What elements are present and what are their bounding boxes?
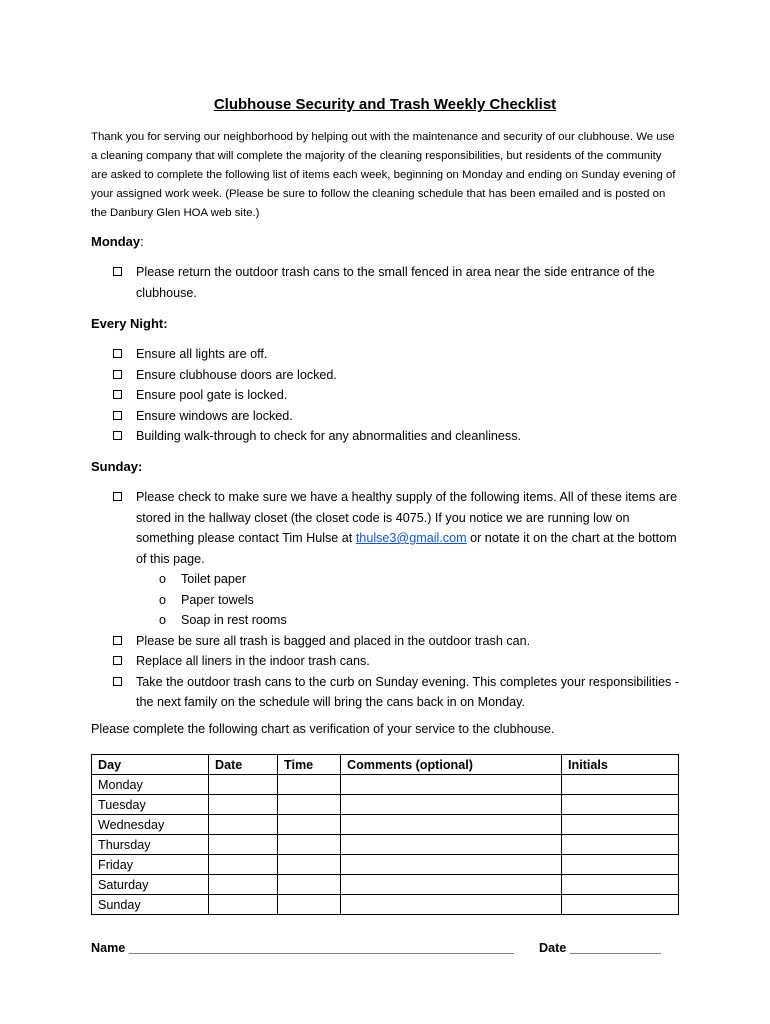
initials-cell[interactable] [562, 815, 679, 835]
intro-paragraph: Thank you for serving our neighborhood by helping out with the maintenance and security of our clubhouse. We use a cleaning company that will complete the majority of the cleaning responsibilities, but residents of the community are asked to complete the following list of items each week, beginning on Monday and ending on Sunday evening of your assigned work week. (Please be sure to follow the cleaning schedule that has been emailed and is posted on the Danbury Glen HOA web site.) [91, 131, 676, 219]
every-night-heading: Every Night: [91, 316, 168, 331]
initials-cell[interactable] [562, 895, 679, 915]
supply-subitem-text: Paper towels [181, 592, 254, 607]
time-cell[interactable] [278, 835, 341, 855]
comments-cell[interactable] [341, 835, 562, 855]
every-night-item-text: Ensure windows are locked. [136, 408, 293, 423]
every-night-item [113, 426, 688, 447]
day-cell: Wednesday [92, 815, 209, 835]
initials-cell[interactable] [562, 835, 679, 855]
checkbox-icon[interactable] [113, 636, 122, 645]
checkbox-icon[interactable] [113, 656, 122, 665]
initials-cell[interactable] [562, 855, 679, 875]
day-cell: Saturday [92, 875, 209, 895]
table-row [92, 855, 679, 875]
time-cell[interactable] [278, 875, 341, 895]
verification-instruction: Please complete the following chart as verification of your service to the clubhouse. [91, 722, 555, 736]
date-cell[interactable] [209, 775, 278, 795]
date-cell[interactable] [209, 795, 278, 815]
checkbox-icon[interactable] [113, 492, 122, 501]
header-day: Day [92, 755, 209, 775]
monday-heading-label: Monday [91, 234, 141, 249]
supply-subitem-text: Toilet paper [181, 572, 247, 586]
table-row [92, 815, 679, 835]
every-night-item [113, 365, 688, 386]
date-cell[interactable] [209, 855, 278, 875]
time-cell[interactable] [278, 775, 341, 795]
day-cell: Tuesday [92, 795, 209, 815]
sunday-item [113, 672, 688, 713]
supply-text-after: or notate it on the chart at the bottom of this page. [136, 531, 677, 566]
sunday-item-text: Take the outdoor trash cans to the curb on Sunday evening. This completes your responsibilities - the next family on the schedule will bring the cans back in on Monday. [136, 674, 680, 709]
date-field[interactable] [539, 941, 661, 955]
sunday-heading: Sunday: [91, 459, 143, 474]
sunday-item [113, 631, 688, 652]
initials-cell[interactable] [562, 775, 679, 795]
checkbox-icon[interactable] [113, 431, 122, 440]
comments-cell[interactable] [341, 855, 562, 875]
name-field[interactable] [91, 941, 514, 955]
monday-item [113, 262, 688, 303]
date-cell[interactable] [209, 895, 278, 915]
time-cell[interactable] [278, 855, 341, 875]
time-cell[interactable] [278, 895, 341, 915]
date-line: _____________ [569, 941, 661, 955]
comments-cell[interactable] [341, 795, 562, 815]
time-cell[interactable] [278, 795, 341, 815]
monday-item-text: Please return the outdoor trash cans to the small fenced in area near the side entrance of the clubhouse. [136, 265, 655, 300]
bullet-icon: o [159, 592, 167, 607]
time-cell[interactable] [278, 815, 341, 835]
checkbox-icon[interactable] [113, 411, 122, 420]
every-night-item-text: Ensure clubhouse doors are locked. [136, 367, 337, 382]
every-night-item-text: Ensure pool gate is locked. [136, 388, 288, 402]
checkbox-icon[interactable] [113, 267, 122, 276]
checkbox-icon[interactable] [113, 390, 122, 399]
every-night-items [113, 344, 688, 447]
sunday-item-text: Replace all liners in the indoor trash cans. [136, 654, 370, 668]
header-date: Date [209, 755, 278, 775]
bullet-icon: o [159, 572, 167, 586]
initials-cell[interactable] [562, 795, 679, 815]
day-cell: Monday [92, 775, 209, 795]
day-cell: Friday [92, 855, 209, 875]
monday-items [113, 262, 688, 303]
name-line: _______________________________________________________ [128, 941, 515, 955]
day-cell: Thursday [92, 835, 209, 855]
date-label: Date [539, 941, 570, 955]
comments-cell[interactable] [341, 875, 562, 895]
checkbox-icon[interactable] [113, 677, 122, 686]
table-row [92, 795, 679, 815]
supply-text-before: Please check to make sure we have a healthy supply of the following items. All of these items are stored in the hallway closet (the closet code is 4075.) If you notice we are running low on something please contact Tim Hulse at [136, 490, 678, 545]
sunday-items [113, 487, 688, 713]
table-header-row [92, 755, 679, 775]
table-row [92, 875, 679, 895]
header-time: Time [278, 755, 341, 775]
supply-subitem [113, 590, 688, 611]
every-night-item [113, 385, 688, 406]
date-cell[interactable] [209, 835, 278, 855]
checkbox-icon[interactable] [113, 370, 122, 379]
every-night-item-text: Building walk-through to check for any abnormalities and cleanliness. [136, 429, 522, 443]
comments-cell[interactable] [341, 815, 562, 835]
email-link[interactable]: thulse3@gmail.com [355, 531, 467, 545]
table-row [92, 895, 679, 915]
every-night-item-text: Ensure all lights are off. [136, 347, 268, 361]
checkbox-icon[interactable] [113, 349, 122, 358]
header-initials: Initials [562, 755, 679, 775]
supply-subitem [113, 569, 688, 590]
sunday-item-text: Please be sure all trash is bagged and placed in the outdoor trash can. [136, 633, 531, 648]
every-night-item [113, 406, 688, 427]
date-cell[interactable] [209, 815, 278, 835]
monday-heading-colon: : [140, 234, 144, 249]
monday-heading [91, 234, 144, 249]
name-label: Name [91, 941, 129, 955]
day-cell: Sunday [92, 895, 209, 915]
bullet-icon: o [159, 613, 167, 627]
page-title: Clubhouse Security and Trash Weekly Checklist [213, 96, 557, 113]
comments-cell[interactable] [341, 895, 562, 915]
date-cell[interactable] [209, 875, 278, 895]
initials-cell[interactable] [562, 875, 679, 895]
supply-subitem [113, 610, 688, 631]
supply-subitem-text: Soap in rest rooms [181, 613, 287, 627]
table-row [92, 835, 679, 855]
verification-table [91, 754, 679, 915]
comments-cell[interactable] [341, 775, 562, 795]
sunday-item [113, 651, 688, 672]
header-comments: Comments (optional) [341, 755, 562, 775]
sunday-supply-item [113, 487, 688, 569]
every-night-item [113, 344, 688, 365]
table-row [92, 775, 679, 795]
